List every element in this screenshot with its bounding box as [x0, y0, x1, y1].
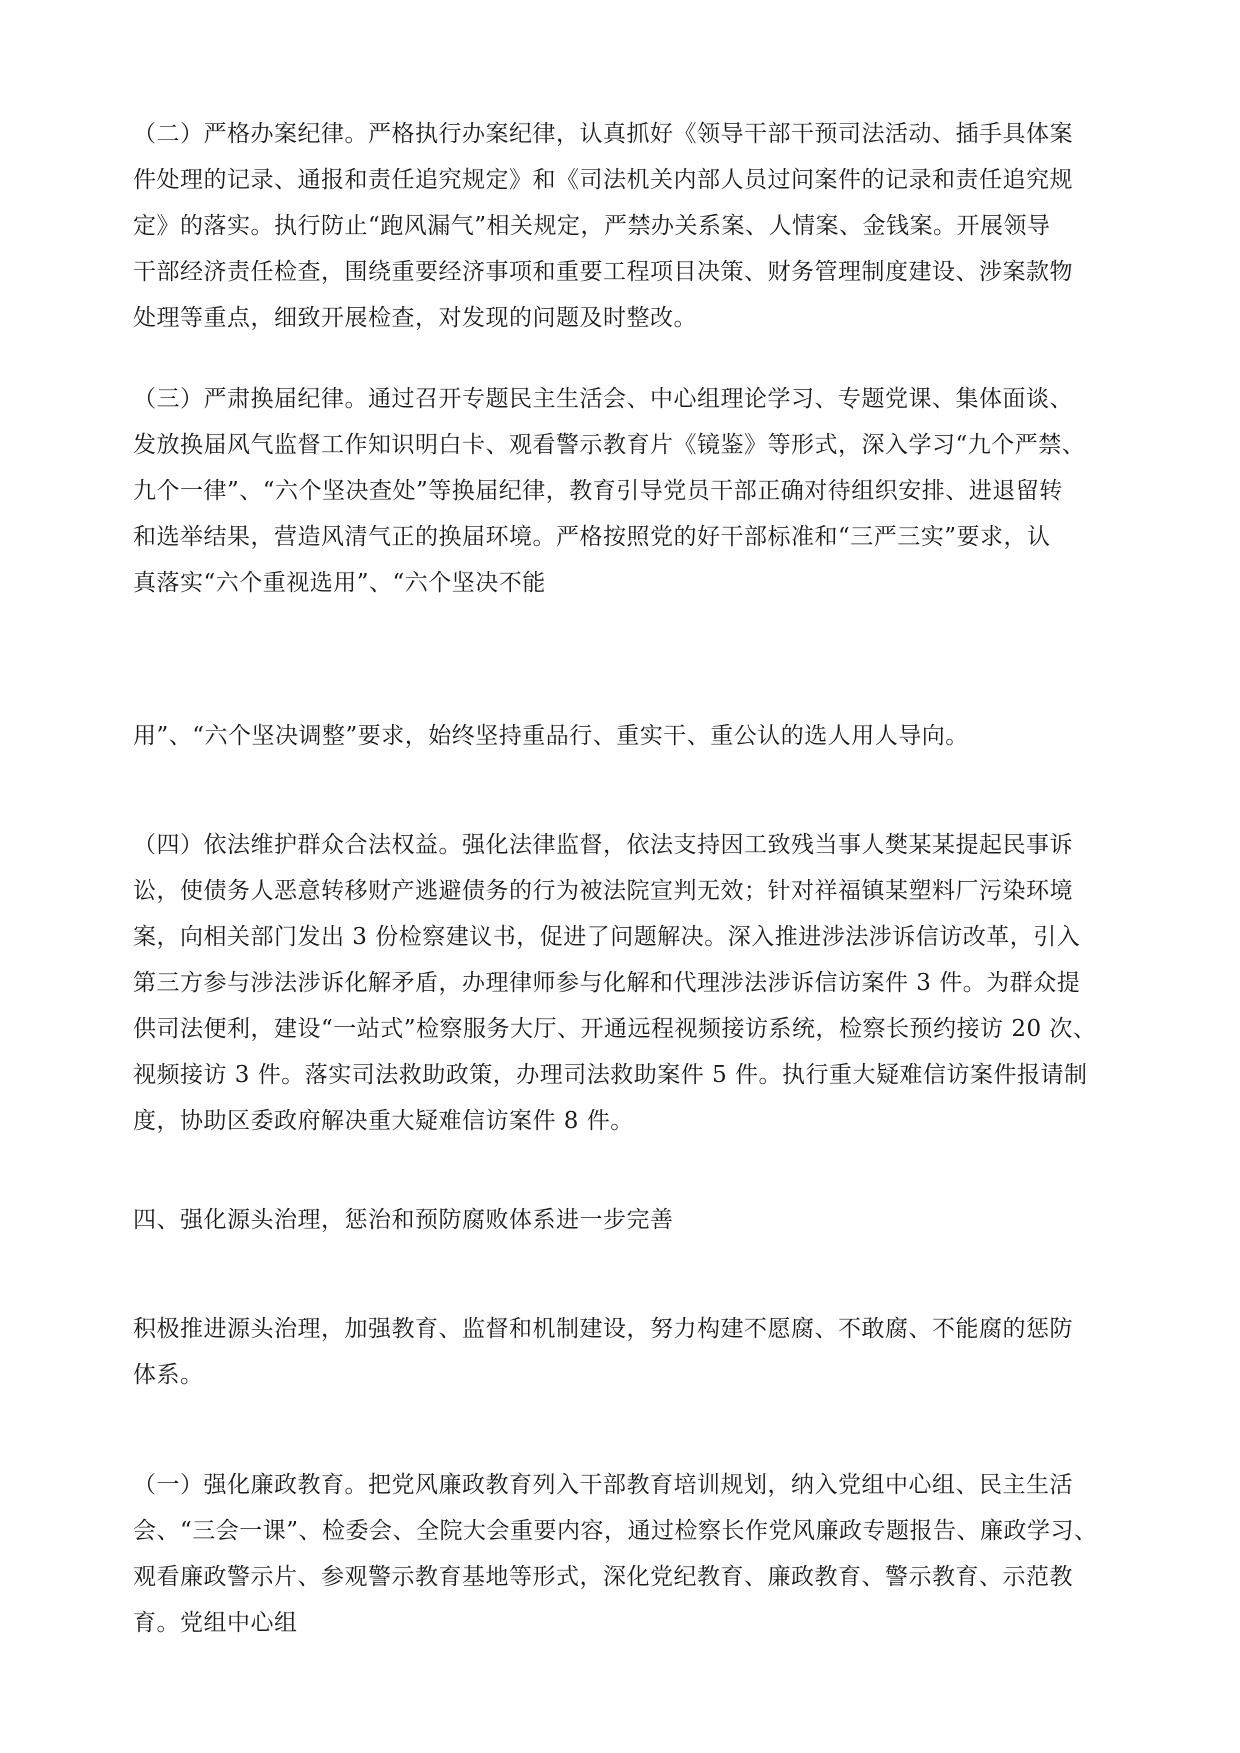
section-heading — [133, 1197, 1123, 1243]
text-line: 体系。 — [133, 1362, 204, 1388]
paragraph-integrity-education — [133, 1462, 1123, 1646]
text-line: 干部经济责任检查，围绕重要经济事项和重要工程项目决策、财务管理制度建设、涉案款物 — [133, 259, 1073, 285]
paragraph-source-governance — [133, 1306, 1123, 1398]
paragraph-election-discipline-continued — [133, 713, 1123, 759]
text-line: 发放换届风气监督工作知识明白卡、观看警示教育片《镜鉴》等形式，深入学习“九个严禁、 — [133, 432, 1086, 458]
text-line: 讼，使债务人恶意转移财产逃避债务的行为被法院宣判无效；针对祥福镇某塑料厂污染环境 — [133, 878, 1073, 904]
text-line: 育。党组中心组 — [133, 1610, 298, 1636]
paragraph-case-discipline — [133, 111, 1123, 341]
text-line: 定》的落实。执行防止“跑风漏气”相关规定，严禁办关系案、人情案、金钱案。开展领导 — [133, 213, 1051, 239]
text-line: 第三方参与涉法涉诉化解矛盾，办理律师参与化解和代理涉法涉诉信访案件 3 件。为群众提 — [133, 970, 1081, 996]
text-line: 件处理的记录、通报和责任追究规定》和《司法机关内部人员过问案件的记录和责任追究规 — [133, 167, 1073, 193]
text-line: 四、强化源头治理，惩治和预防腐败体系进一步完善 — [133, 1207, 674, 1233]
paragraph-election-discipline — [133, 376, 1123, 606]
paragraph-public-rights — [133, 822, 1123, 1144]
text-line: 用”、“六个坚决调整”要求，始终坚持重品行、重实干、重公认的选人用人导向。 — [133, 723, 969, 749]
text-line: （二）严格办案纪律。严格执行办案纪律，认真抓好《领导干部干预司法活动、插手具体案 — [133, 121, 1073, 147]
text-line: （四）依法维护群众合法权益。强化法律监督，依法支持因工致残当事人樊某某提起民事诉 — [133, 832, 1073, 858]
text-line: 和选举结果，营造风清气正的换届环境。严格按照党的好干部标准和“三严三实”要求，认 — [133, 524, 1051, 550]
text-line: 度，协助区委政府解决重大疑难信访案件 8 件。 — [133, 1108, 634, 1134]
text-line: 九个一律”、“六个坚决查处”等换届纪律，教育引导党员干部正确对待组织安排、进退留转 — [133, 478, 1063, 504]
text-line: 会、“三会一课”、检委会、全院大会重要内容，通过检察长作党风廉政专题报告、廉政学习、 — [133, 1518, 1098, 1544]
text-line: 视频接访 3 件。落实司法救助政策，办理司法救助案件 5 件。执行重大疑难信访案件报请制 — [133, 1062, 1088, 1088]
text-line: 真落实“六个重视选用”、“六个坚决不能 — [133, 570, 546, 596]
text-line: （三）严肃换届纪律。通过召开专题民主生活会、中心组理论学习、专题党课、集体面谈、 — [133, 386, 1073, 412]
text-line: 处理等重点，细致开展检查，对发现的问题及时整改。 — [133, 305, 697, 331]
text-line: 供司法便利，建设“一站式”检察服务大厅、开通远程视频接访系统，检察长预约接访 20 次、 — [133, 1016, 1097, 1042]
text-line: 案，向相关部门发出 3 份检察建议书，促进了问题解决。深入推进涉法涉诉信访改革，引入 — [133, 924, 1081, 950]
text-line: 观看廉政警示片、参观警示教育基地等形式，深化党纪教育、廉政教育、警示教育、示范教 — [133, 1564, 1073, 1590]
text-line: 积极推进源头治理，加强教育、监督和机制建设，努力构建不愿腐、不敢腐、不能腐的惩防 — [133, 1316, 1073, 1342]
text-line: （一）强化廉政教育。把党风廉政教育列入干部教育培训规划，纳入党组中心组、民主生活 — [133, 1472, 1073, 1498]
